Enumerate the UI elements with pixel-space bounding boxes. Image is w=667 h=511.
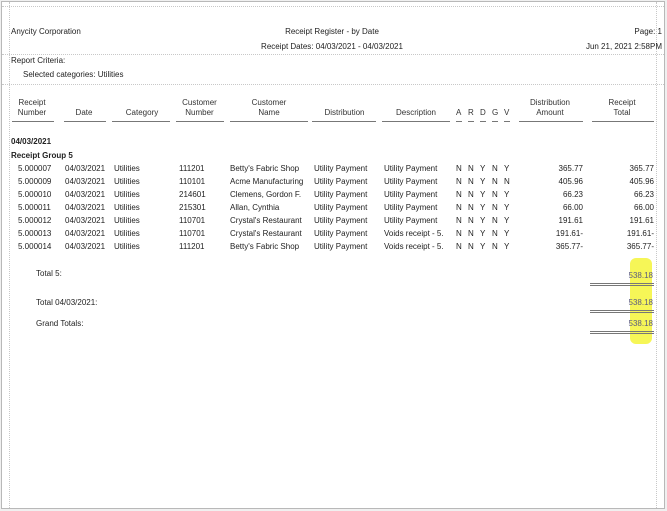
row-dist: Utility Payment [314, 216, 368, 225]
row-a: N [456, 164, 462, 173]
row-name: Crystal's Restaurant [230, 216, 302, 225]
col-a: A [456, 108, 462, 117]
row-r: N [468, 216, 474, 225]
row-date: 04/03/2021 [65, 190, 106, 199]
page-number: Page: 1 [634, 27, 662, 36]
underline-customer-name [230, 121, 308, 122]
grand-total-value: 538.18 [628, 319, 653, 328]
row-a: N [456, 229, 462, 238]
row-cust: 111201 [179, 242, 205, 251]
underline-v [504, 121, 510, 122]
col-receipt-number: Receipt Number [17, 98, 47, 117]
col-receipt-total: Receipt Total [608, 98, 636, 117]
margin-guide-left [9, 2, 10, 508]
row-total: 191.61 [629, 216, 654, 225]
row-dist: Utility Payment [314, 229, 368, 238]
row-g: N [492, 229, 498, 238]
row-num: 5.000007 [18, 164, 52, 173]
company-name: Anycity Corporation [11, 27, 81, 36]
row-amt: 365.77- [555, 242, 583, 251]
group-date-heading: 04/03/2021 [11, 137, 52, 146]
row-cat: Utilities [114, 242, 140, 251]
row-cat: Utilities [114, 203, 140, 212]
row-cust: 110701 [179, 229, 206, 238]
row-dist: Utility Payment [314, 242, 368, 251]
row-desc: Voids receipt - 5. [384, 242, 444, 251]
row-num: 5.000011 [18, 203, 51, 212]
row-cust: 215301 [179, 203, 206, 212]
row-r: N [468, 242, 474, 251]
row-name: Betty's Fabric Shop [230, 164, 300, 173]
group-total-label: Total 5: [36, 269, 62, 278]
underline-g [492, 121, 498, 122]
row-desc: Utility Payment [384, 190, 438, 199]
row-date: 04/03/2021 [65, 164, 106, 173]
row-d: Y [480, 242, 486, 251]
underline-d [480, 121, 486, 122]
underline-category [112, 121, 170, 122]
row-d: Y [480, 177, 486, 186]
criteria-line: Selected categories: Utilities [23, 70, 124, 79]
row-g: N [492, 177, 498, 186]
row-cat: Utilities [114, 229, 140, 238]
row-d: Y [480, 203, 486, 212]
underline-date [64, 121, 106, 122]
row-a: N [456, 242, 462, 251]
group-total-rule-2 [590, 285, 654, 286]
row-g: N [492, 242, 498, 251]
report-subtitle: Receipt Dates: 04/03/2021 - 04/03/2021 [261, 42, 403, 51]
row-name: Allan, Cynthia [230, 203, 280, 212]
col-date: Date [75, 108, 93, 117]
row-v: Y [504, 229, 510, 238]
report-page [1, 1, 665, 509]
row-desc: Utility Payment [384, 164, 438, 173]
report-title: Receipt Register - by Date [285, 27, 379, 36]
col-distribution-amount: Distribution Amount [529, 98, 570, 117]
col-category: Category [125, 108, 159, 117]
row-total: 365.77- [626, 242, 654, 251]
underline-customer-number [176, 121, 224, 122]
criteria-label: Report Criteria: [11, 56, 66, 65]
underline-receipt-total [592, 121, 654, 122]
row-total: 405.96 [629, 177, 654, 186]
row-name: Clemens, Gordon F. [230, 190, 302, 199]
group-name-heading: Receipt Group 5 [11, 151, 73, 160]
row-r: N [468, 203, 474, 212]
row-v: N [504, 177, 510, 186]
print-timestamp: Jun 21, 2021 2:58PM [585, 42, 662, 51]
row-d: Y [480, 216, 486, 225]
col-v: V [504, 108, 510, 117]
col-customer-name: Customer Name [251, 98, 287, 117]
row-g: N [492, 203, 498, 212]
date-total-rule-2 [590, 312, 654, 313]
row-v: Y [504, 216, 510, 225]
row-amt: 191.61 [558, 216, 583, 225]
row-r: N [468, 177, 474, 186]
row-cat: Utilities [114, 177, 140, 186]
row-num: 5.000014 [18, 242, 52, 251]
row-d: Y [480, 164, 486, 173]
underline-a [456, 121, 462, 122]
row-cust: 110101 [179, 177, 206, 186]
row-cat: Utilities [114, 190, 140, 199]
group-total-value: 538.18 [628, 271, 653, 280]
row-g: N [492, 216, 498, 225]
col-description: Description [395, 108, 436, 117]
row-desc: Utility Payment [384, 177, 438, 186]
row-d: Y [480, 190, 486, 199]
row-r: N [468, 229, 474, 238]
row-num: 5.000009 [18, 177, 52, 186]
row-dist: Utility Payment [314, 203, 368, 212]
row-v: Y [504, 190, 510, 199]
row-a: N [456, 177, 462, 186]
row-r: N [468, 164, 474, 173]
row-date: 04/03/2021 [65, 242, 106, 251]
row-cust: 111201 [179, 164, 205, 173]
col-r: R [468, 108, 474, 117]
row-date: 04/03/2021 [65, 203, 106, 212]
row-amt: 66.00 [562, 203, 583, 212]
row-desc: Utility Payment [384, 203, 438, 212]
underline-description [382, 121, 450, 122]
row-v: Y [504, 203, 510, 212]
col-distribution: Distribution [324, 108, 365, 117]
grand-total-label: Grand Totals: [36, 319, 84, 328]
col-g: G [492, 108, 499, 117]
row-dist: Utility Payment [314, 177, 368, 186]
col-d: D [480, 108, 486, 117]
row-desc: Utility Payment [384, 216, 438, 225]
row-date: 04/03/2021 [65, 177, 106, 186]
row-num: 5.000013 [18, 229, 52, 238]
margin-guide-top [2, 6, 664, 7]
row-g: N [492, 164, 498, 173]
row-amt: 66.23 [562, 190, 583, 199]
row-cust: 110701 [179, 216, 206, 225]
underline-r [468, 121, 474, 122]
underline-distribution [312, 121, 376, 122]
row-num: 5.000012 [18, 216, 52, 225]
row-date: 04/03/2021 [65, 229, 106, 238]
header-divider [2, 54, 664, 55]
margin-guide-right [656, 2, 657, 508]
row-cat: Utilities [114, 216, 140, 225]
underline-receipt-number [12, 121, 54, 122]
row-d: Y [480, 229, 486, 238]
row-num: 5.000010 [18, 190, 52, 199]
row-a: N [456, 190, 462, 199]
date-total-rule-1 [590, 310, 654, 311]
row-total: 66.00 [633, 203, 654, 212]
row-a: N [456, 216, 462, 225]
row-name: Betty's Fabric Shop [230, 242, 300, 251]
date-total-value: 538.18 [628, 298, 653, 307]
underline-distribution-amount [519, 121, 583, 122]
row-v: Y [504, 242, 510, 251]
grand-total-rule-2 [590, 333, 654, 334]
row-desc: Voids receipt - 5. [384, 229, 444, 238]
row-total: 191.61- [626, 229, 654, 238]
criteria-divider [2, 84, 664, 85]
row-a: N [456, 203, 462, 212]
row-date: 04/03/2021 [65, 216, 106, 225]
row-dist: Utility Payment [314, 190, 368, 199]
row-cat: Utilities [114, 164, 140, 173]
row-v: Y [504, 164, 510, 173]
row-name: Crystal's Restaurant [230, 229, 302, 238]
row-cust: 214601 [179, 190, 206, 199]
row-amt: 365.77 [558, 164, 583, 173]
row-r: N [468, 190, 474, 199]
col-customer-number: Customer Number [182, 98, 217, 117]
row-total: 66.23 [633, 190, 654, 199]
date-total-label: Total 04/03/2021: [36, 298, 98, 307]
group-total-rule-1 [590, 283, 654, 284]
row-g: N [492, 190, 498, 199]
row-name: Acme Manufacturing [230, 177, 304, 186]
grand-total-rule-1 [590, 331, 654, 332]
row-amt: 191.61- [555, 229, 583, 238]
row-total: 365.77 [629, 164, 654, 173]
row-amt: 405.96 [558, 177, 583, 186]
row-dist: Utility Payment [314, 164, 368, 173]
